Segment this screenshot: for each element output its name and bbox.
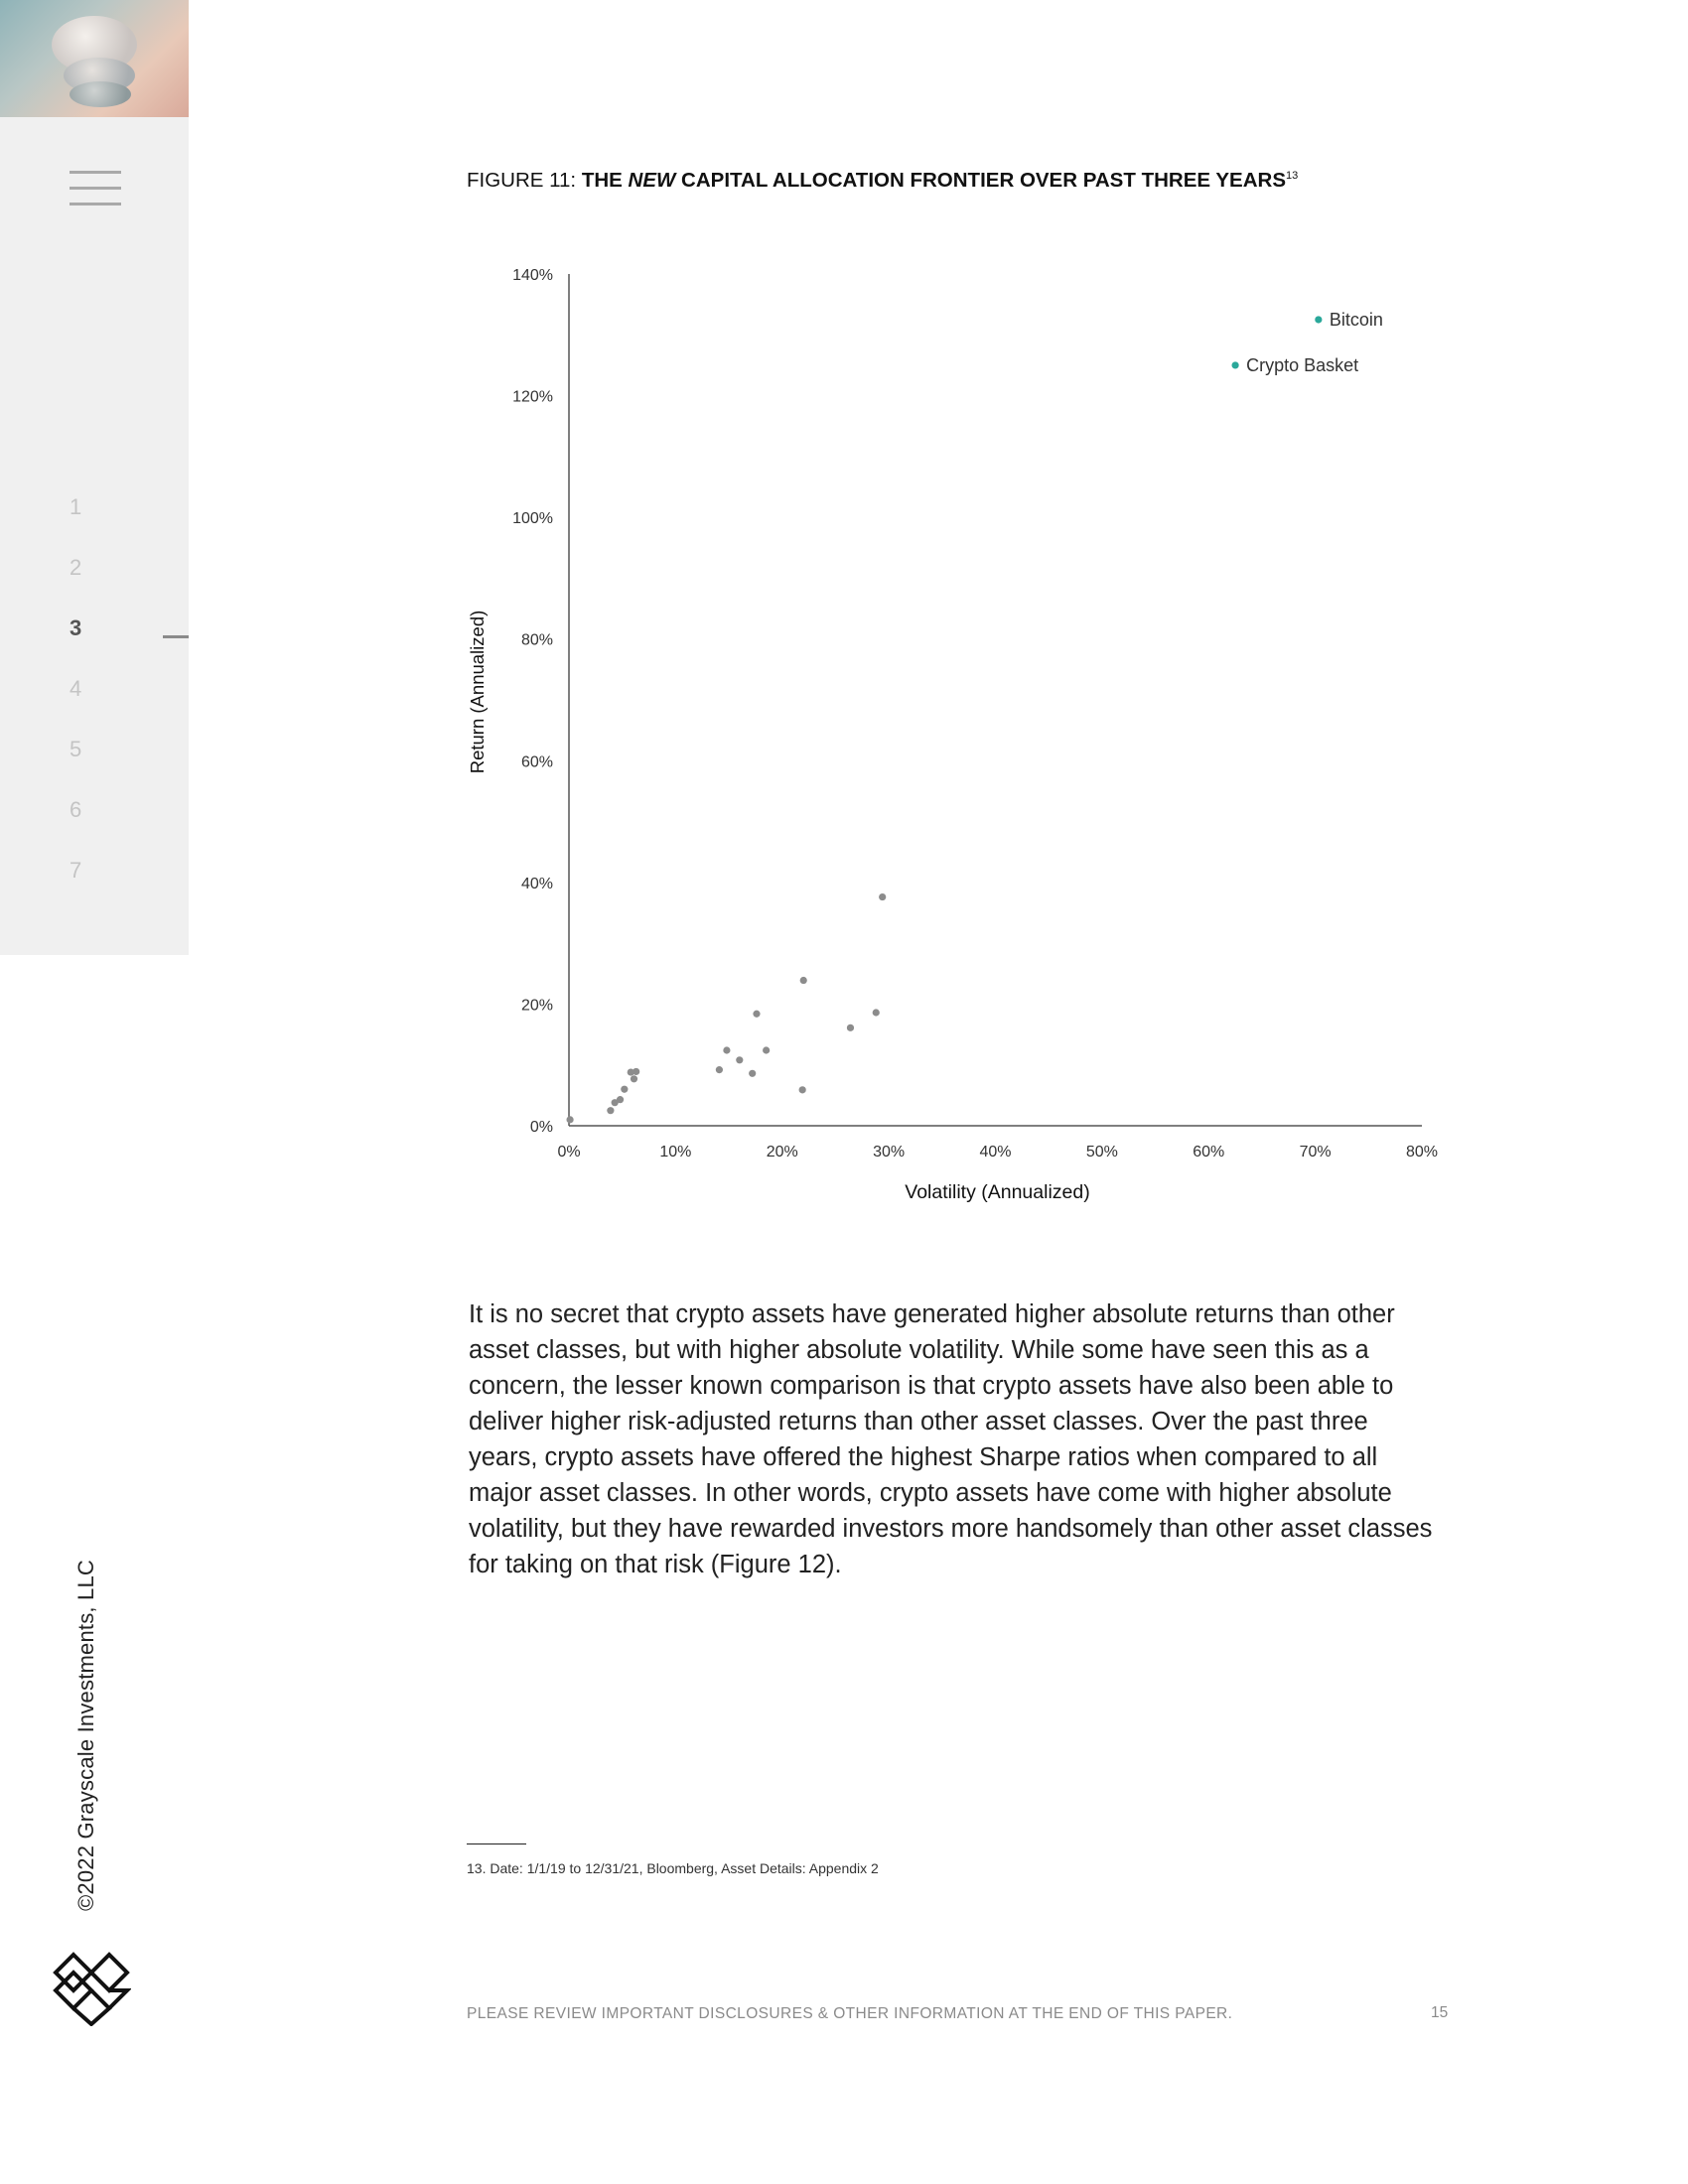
nav-section-5[interactable]: 5 [70, 737, 82, 761]
nav-section-3[interactable]: 3 [70, 615, 82, 640]
figure-heading-pre: THE [581, 169, 629, 192]
x-tick-label: 30% [873, 1144, 906, 1160]
data-label: Crypto Basket [1246, 354, 1359, 375]
y-tick-label: 80% [520, 631, 553, 649]
footnote-ref[interactable]: 13 [1286, 170, 1299, 183]
footnote: 13. Date: 1/1/19 to 12/31/21, Bloomberg, Asset Details: Appendix 2 [467, 1860, 879, 1876]
data-point [716, 1066, 723, 1073]
x-tick-label: 20% [766, 1144, 798, 1160]
nav-section-7[interactable]: 7 [70, 858, 82, 883]
data-point [633, 1068, 639, 1075]
data-point [1231, 361, 1238, 368]
figure-heading-emphasis: NEW [628, 169, 676, 192]
x-tick-label: 40% [979, 1144, 1012, 1160]
data-point [753, 1011, 760, 1018]
copyright-text: ©2022 Grayscale Investments, LLC [73, 1560, 98, 1911]
y-tick-label: 140% [512, 267, 553, 284]
y-tick-label: 100% [512, 510, 553, 528]
data-point [607, 1107, 614, 1114]
data-point [879, 893, 886, 900]
data-point [763, 1046, 770, 1053]
x-tick-label: 0% [557, 1144, 581, 1160]
y-axis-label: Return (Annualized) [467, 610, 488, 774]
y-tick-label: 0% [529, 1119, 553, 1136]
data-point [631, 1075, 637, 1082]
nav-section-1[interactable]: 1 [70, 494, 82, 519]
disclosure-footer[interactable]: PLEASE REVIEW IMPORTANT DISCLOSURES & OTHER INFORMATION AT THE END OF THIS PAPER. [467, 2005, 1233, 2022]
y-tick-label: 120% [512, 388, 553, 406]
data-point [566, 1116, 573, 1123]
data-point [800, 977, 807, 984]
data-point [1315, 316, 1322, 323]
y-tick-label: 40% [520, 875, 553, 892]
data-point [617, 1096, 624, 1103]
body-paragraph: It is no secret that crypto assets have generated higher absolute returns than other asset classes, but with higher absolute volatility. While some have seen this as a concern, the lesser known comparison is that crypto assets have also been able to deliver higher risk-adjusted returns than other asset classes. Over the past three years, crypto assets have offered the highest Sharpe ratios when compared to all major asset classes. In other words, crypto assets have come with higher absolute volatility, but they have rewarded investors more handsomely than other asset classes for taking on that risk (Figure 12). [469, 1300, 1433, 1578]
data-point [736, 1056, 743, 1063]
data-point [873, 1009, 880, 1016]
data-point [799, 1086, 806, 1093]
x-tick-label: 60% [1193, 1144, 1225, 1160]
grayscale-logo-icon[interactable] [52, 1951, 131, 2026]
page-number: 15 [1431, 2004, 1449, 2021]
x-tick-label: 50% [1085, 1144, 1118, 1160]
data-label: Bitcoin [1329, 309, 1383, 330]
data-point [847, 1024, 854, 1031]
footnote-divider [467, 1843, 526, 1844]
y-tick-label: 60% [520, 753, 553, 771]
x-tick-label: 80% [1405, 1144, 1439, 1160]
figure-heading-post: CAPITAL ALLOCATION FRONTIER OVER PAST THREE YEARS [675, 169, 1287, 192]
x-axis-label: Volatility (Annualized) [905, 1181, 1090, 1203]
figure-label: FIGURE 11: [467, 169, 582, 192]
nav-section-4[interactable]: 4 [70, 676, 82, 701]
y-tick-label: 20% [520, 997, 553, 1015]
x-tick-label: 70% [1299, 1144, 1332, 1160]
x-tick-label: 10% [659, 1144, 692, 1160]
data-point [621, 1086, 628, 1093]
data-point [749, 1070, 756, 1077]
nav-section-2[interactable]: 2 [70, 555, 82, 580]
nav-section-6[interactable]: 6 [70, 797, 82, 822]
data-point [723, 1046, 730, 1053]
